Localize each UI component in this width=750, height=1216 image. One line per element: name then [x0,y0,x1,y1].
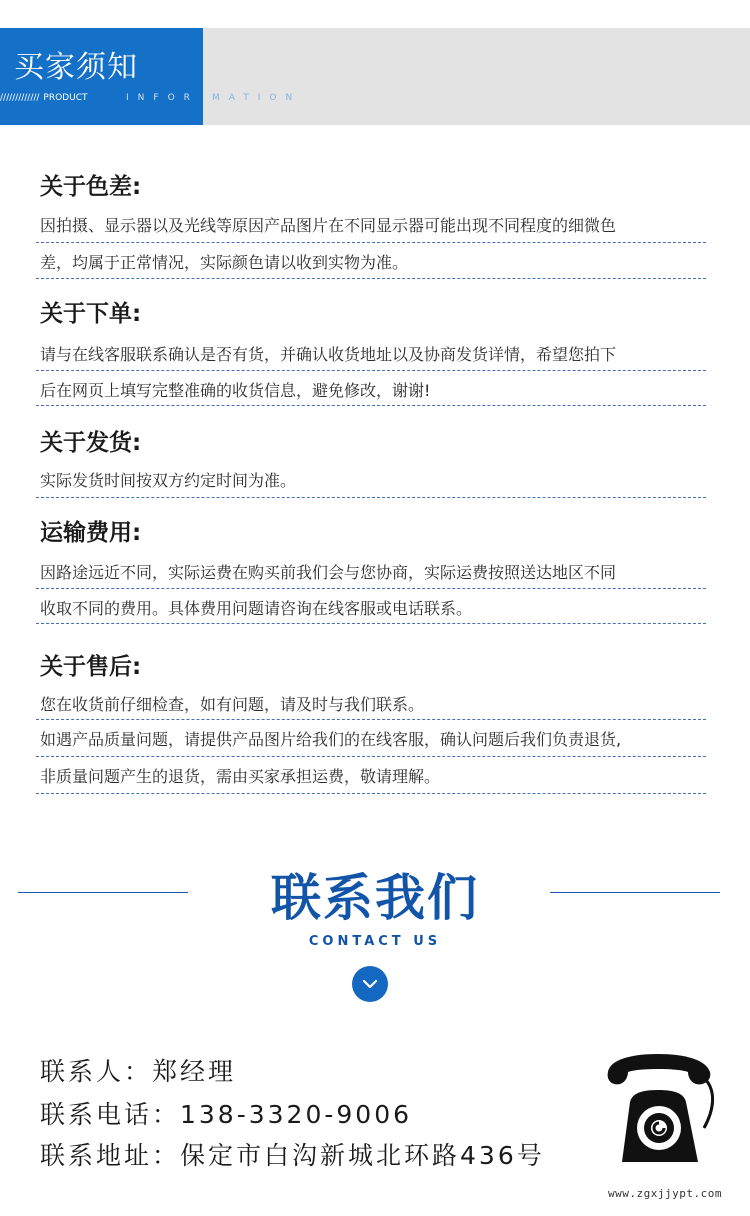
divider [36,278,706,279]
section-line: 因路途远近不同，实际运费在购买前我们会与您协商，实际运费按照送达地区不同 [40,563,617,582]
section-line: 收取不同的费用。具体费用问题请咨询在线客服或电话联系。 [40,599,473,618]
divider [36,370,706,371]
divider [36,756,706,757]
section-line: 后在网页上填写完整准确的收货信息，避免修改，谢谢! [40,381,431,400]
divider [36,588,706,589]
section-line: 因拍摄、显示器以及光线等原因产品图片在不同显示器可能出现不同程度的细微色 [40,216,617,235]
contact-phone: 联系电话：138-3320-9006 [40,1100,413,1129]
section-title-shipping: 关于发货: [40,430,142,456]
header-product-label: PRODUCT [43,93,88,103]
contact-address: 联系地址：保定市白沟新城北环路436号 [40,1141,545,1170]
section-title-freight: 运输费用: [40,520,142,546]
section-line: 实际发货时间按双方约定时间为准。 [40,471,297,490]
section-title-aftersales: 关于售后: [40,654,142,680]
header-information-out: MATION [212,93,302,103]
divider [36,793,706,794]
header-banner [0,28,750,125]
page-title: 买家须知 [14,50,138,85]
contact-person: 联系人：郑经理 [40,1057,237,1086]
header-subtitle [0,93,302,103]
divider [36,719,706,720]
section-line: 请与在线客服联系确认是否有货，并确认收货地址以及协商发货详情，希望您拍下 [40,345,617,364]
chevron-down-icon[interactable] [352,966,388,1002]
section-line: 如遇产品质量问题，请提供产品图片给我们的在线客服，确认问题后我们负责退货, [40,730,622,749]
telephone-icon [600,1050,718,1165]
section-line: 差，均属于正常情况，实际颜色请以收到实物为准。 [40,253,409,272]
section-line: 非质量问题产生的退货，需由买家承担运费，敬请理解。 [40,767,441,786]
section-line: 您在收货前仔细检查，如有问题，请及时与我们联系。 [40,695,425,714]
section-title-color: 关于色差: [40,174,142,200]
divider [36,623,706,624]
contact-subtitle: CONTACT US [308,934,442,949]
watermark: www.zgxjjypt.com [608,1187,722,1200]
header-slashes: ///////////// [0,93,40,103]
divider [36,242,706,243]
divider [36,405,706,406]
header-information-in: INFOR [126,93,199,103]
section-title-order: 关于下单: [40,301,142,327]
contact-title: 联系我们 [271,869,479,927]
divider [36,497,706,498]
